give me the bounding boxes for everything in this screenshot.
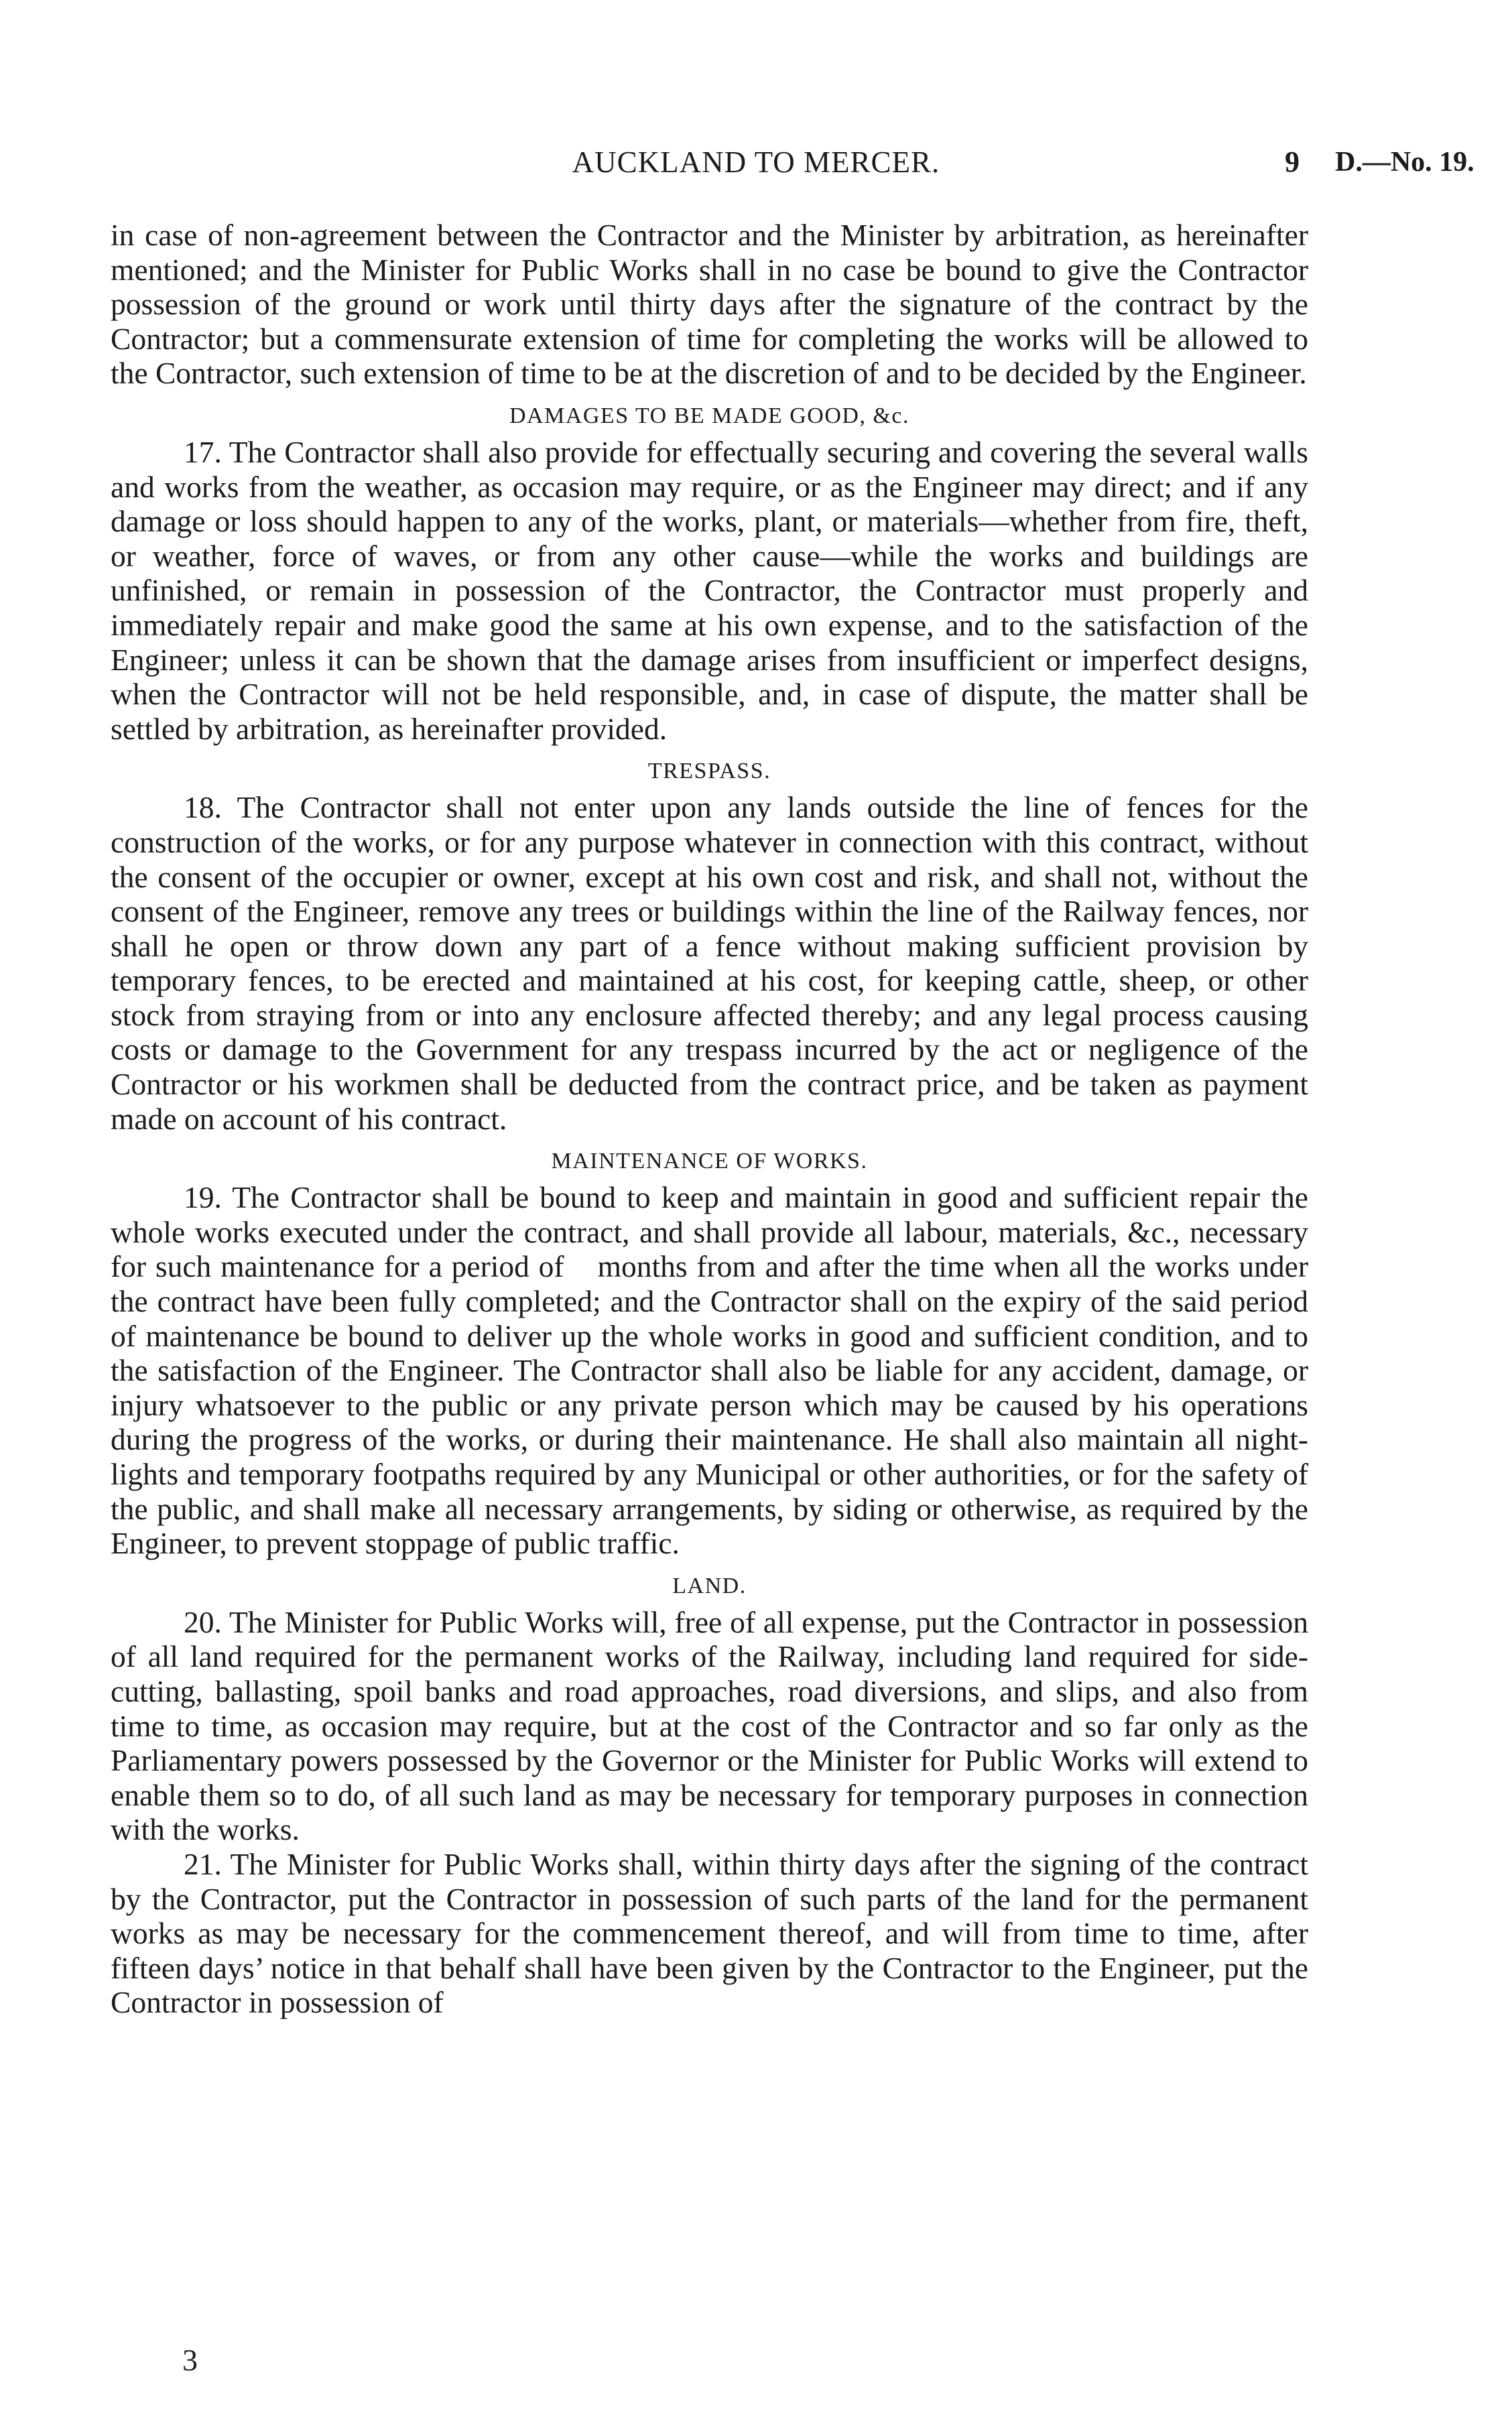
page-number: 9 <box>1285 145 1300 178</box>
paragraph-19 <box>111 1180 1308 1561</box>
paragraph-16-continued: in case of non-agreement between the Contractor and the Minister by arbitration, as hereinafter mentioned; and the Minister for Public Works shall in no case be bound to give the Contractor possession of the ground or work until thirty days after the signature of the contract by the Contractor; but a commensurate extension of time for completing the works will be allowed to the Contractor, such extension of time to be at the discretion of and to be decided by the Engineer. <box>111 218 1308 391</box>
heading-trespass: TRESPASS. <box>647 759 771 784</box>
paragraph-20: 20. The Minister for Public Works will, free of all expense, put the Contractor in possession of all land required for the permanent works of the Railway, including land required for side-cutting, ballasting, spoil banks and road approaches, road diversions, and slips, and also from time to time, as occasion may require, but at the cost of the Contractor and so far only as the Parliamentary powers possessed by the Governor or the Minister for Public Works will extend to enable them so to do, of all such land as may be necessary for temporary purposes in connection with the works. <box>111 1604 1308 1847</box>
paragraph-19-part-b: months from and after the time when all the works under the contract have been fully completed; and the Contractor shall on the expiry of the said period of maintenance be bound to deliver up the whole works in good and sufficient condition, and to the satisfaction of the Engineer. The Contractor shall also be liable for any accident, damage, or injury whatsoever to the public or any private person which may be caused by his operations during the progress of the works, or during their maintenance. He shall also maintain all night-lights and temporary footpaths required by any Municipal or other authorities, or for the safety of the public, and shall make all necessary arrangements, by siding or otherwise, as required by the Engineer, to prevent stoppage of public traffic. <box>111 1249 1308 1561</box>
heading-maintenance: MAINTENANCE OF WORKS. <box>551 1149 868 1174</box>
paragraph-19-part-a: 19. The Contractor shall be bound to keep and maintain in good and sufficient repair the whole works executed under the contract, and shall provide all labour, materials, &c., necessary for such maintenance for a period of <box>111 1180 1308 1284</box>
document-body <box>111 218 1308 2020</box>
running-title: AUCKLAND TO MERCER. <box>572 145 940 179</box>
running-header <box>0 142 1512 182</box>
document-reference: D.—No. 19. <box>1335 147 1474 178</box>
heading-land: LAND. <box>672 1573 747 1598</box>
paragraph-18: 18. The Contractor shall not enter upon any lands outside the line of fences for the construction of the works, or for any purpose whatever in connection with this contract, without the consent of the occupier or owner, except at his own cost and risk, and shall not, without the consent of the Engineer, remove any trees or buildings within the line of the Railway fences, nor shall he open or throw down any part of a fence without making sufficient provision by temporary fences, to be erected and maintained at his cost, for keeping cattle, sheep, or other stock from straying from or into any enclosure affected thereby; and any legal process causing costs or damage to the Government for any trespass incurred by the act or negligence of the Contractor or his workmen shall be deducted from the contract price, and be taken as payment made on account of his contract. <box>111 790 1308 1136</box>
sheet-signature-mark: 3 <box>182 2343 198 2377</box>
heading-damages: DAMAGES TO BE MADE GOOD, &c. <box>509 403 910 428</box>
paragraph-21: 21. The Minister for Public Works shall, within thirty days after the signing of the contract by the Contractor, put the Contractor in possession of such parts of the land for the permanent works as may be necessary for the commencement thereof, and will from time to time, after fifteen days’ notice in that behalf shall have been given by the Contractor to the Engineer, put the Contractor in possession of <box>111 1846 1308 2020</box>
paragraph-17: 17. The Contractor shall also provide for effectually securing and covering the several walls and works from the weather, as occasion may require, or as the Engineer may direct; and if any damage or loss should happen to any of the works, plant, or materials—whether from fire, theft, or weather, force of waves, or from any other cause—while the works and buildings are unfinished, or remain in possession of the Contractor, the Contractor must properly and immediately repair and make good the same at his own expense, and to the satisfaction of the Engineer; unless it can be shown that the damage arises from insufficient or imperfect designs, when the Contractor will not be held responsible, and, in case of dispute, the matter shall be settled by arbitration, as hereinafter provided. <box>111 434 1308 746</box>
